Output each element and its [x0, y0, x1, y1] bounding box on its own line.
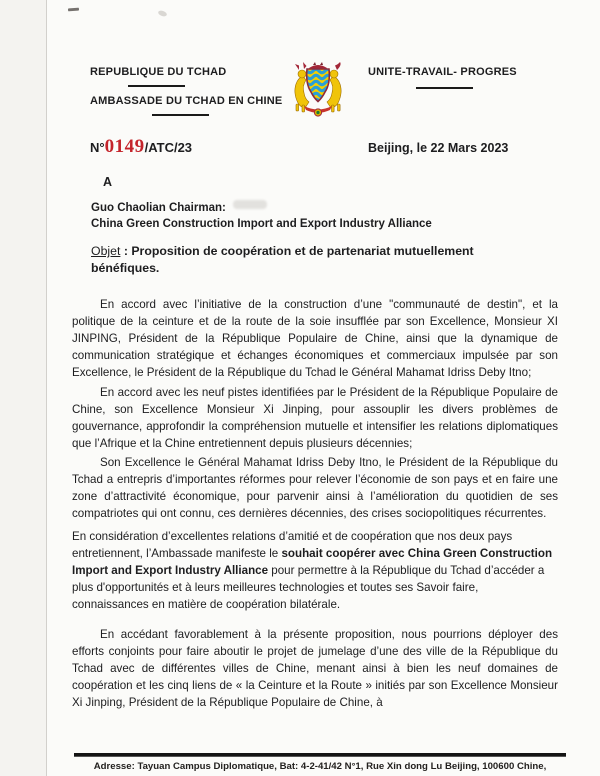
footer-divider	[74, 753, 566, 757]
institution-name: AMBASSADE DU TCHAD EN CHINE	[90, 95, 283, 107]
letterhead-right	[368, 66, 538, 89]
recipient-contact: Guo Chaolian Chairman:	[91, 202, 226, 214]
subject-separator: :	[120, 244, 132, 258]
reference-suffix: /ATC/23	[144, 140, 193, 155]
divider	[152, 114, 209, 116]
salutation: A	[103, 175, 113, 189]
letterhead-left	[90, 66, 315, 116]
body-paragraph: En considération d’excellentes relations d’amitié et de coopération que nos deux pays entretiennent, l’Ambassade manifeste le souhait coopérer avec China Green Construction Import and Export Industry Alliance pour permettre à la République du Tchad d’accéder a plus d'opportunités et à leurs meilleures technologies et toutes ses Savoir faire, connaissances en matière de coopération bilatérale.	[72, 530, 553, 611]
body-paragraph: Son Excellence le Général Mahamat Idriss Deby Itno, le Président de la République du Tchad a entrepris d’importantes réformes pour relever l’économie de son pays et en faire une zone d’attractivité économique, pour parvenir ainsi à l’amélioration du quotidien de ses compatriotes qui ont connu, ces dernières décennies, des crises sociopolitiques récurrentes.	[72, 456, 558, 520]
scan-edge-artifact	[0, 0, 47, 776]
national-motto: UNITE-TRAVAIL- PROGRES	[368, 66, 517, 78]
reference-number	[90, 136, 192, 158]
place-and-date: Beijing, le 22 Mars 2023	[368, 141, 509, 155]
recipient-block	[91, 200, 432, 232]
subject-text: Proposition de coopération et de partenariat mutuellement bénéfiques.	[91, 244, 474, 275]
country-name: REPUBLIQUE DU TCHAD	[90, 66, 227, 78]
reference-prefix: N°	[90, 140, 105, 155]
body-paragraph: En accédant favorablement à la présente proposition, nous pourrions déployer des efforts conjoints pour faire aboutir le projet de jumelage d’une des ville de la République du Tchad avec de différentes villes de Chine, menant ainsi à bien les neuf domaines de coopération et les cinq liens de « la Ceinture et la Route » initiés par son Excellence Monsieur Xi Jinping, Président de la République Populaire de Chine, à	[72, 628, 558, 709]
chad-coat-of-arms-icon	[287, 61, 349, 119]
subject-line	[91, 243, 536, 277]
body-paragraph: En accord avec l’initiative de la construction d’une "communauté de destin", et la politique de la ceinture et de la route de la soie insufflée par son Excellence, Monsieur XI JINPING, Président de la République Populaire de Chine, ainsi que la dynamique de communication stratégique et échanges économiques et commerciaux impulsée par son Excellence, le Président de la République du Tchad le Général Mahamat Idriss Deby Itno;	[72, 298, 558, 379]
letter-body	[72, 296, 558, 714]
divider	[128, 85, 185, 87]
recipient-organization: China Green Construction Import and Export Industry Alliance	[91, 218, 432, 230]
reference-digits: 0149	[104, 136, 145, 157]
scan-speck	[157, 10, 167, 18]
subject-label: Objet	[91, 244, 121, 258]
footer-address: Adresse: Tayuan Campus Diplomatique, Bat: 4-2-41/42 N°1, Rue Xin dong Lu Beijing, 100600 Chine,	[93, 761, 547, 772]
divider	[416, 87, 473, 89]
body-paragraph: En accord avec les neuf pistes identifiées par le Président de la République Populaire de Chine, son Excellence Monsieur Xi Jinping, pour assouplir les divers problèmes de gouvernance, approfondir la compréhension mutuelle et intensifier les relations diplomatiques que l’Afrique et la Chine entretiennent depuis plusieurs décennies;	[72, 386, 558, 450]
scan-speck	[68, 8, 79, 12]
